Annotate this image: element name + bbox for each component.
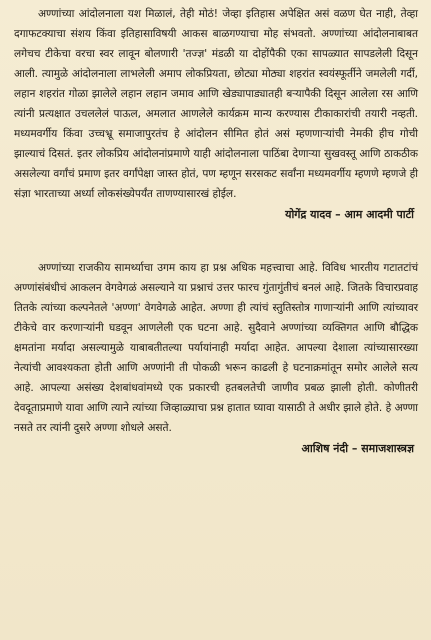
section-gap — [14, 224, 418, 258]
paragraph-nandy: अण्णांच्या राजकीय सामर्थ्याचा उगम काय हा प्रश्न अधिक महत्त्वाचा आहे. विविध भारतीय गटातटांचं अण्णांसंबंधीचं आकलन वेगवेगळं असल्याने या प्रश्नाचं उत्तर फारच गुंतागुंतीचं बनलं आहे. जितके विचारप्रवाह तितके त्यांच्या कल्पनेतले 'अण्णा' वेगवेगळे आहेत. अण्णा ही त्यांचं स्तुतिस्तोत्र गाणाऱ्यांनी आणि त्यांच्यावर टीकेचे वार करणाऱ्यांनी घडवून आणलेली एक घटना आहे. सुदैवाने अण्णांच्या व्यक्तिगत आणि बौद्धिक क्षमतांना मर्यादा असल्यामुळे याबाबतीतल्या पर्यायांनाही मर्यादा आहेत. आपल्या देशाला त्यांच्यासारख्या नेत्यांची आवश्यकता होती आणि अण्णांनी ती पोकळी भरून काढली हे घटनाक्रमांतून समोर आलेले सत्य आहे. आपल्या असंख्य देशबांधवांमध्ये एक प्रकारची हतबलतेची जाणीव प्रबळ झाली होती. कोणीतरी देवदूताप्रमाणे यावा आणि त्याने त्यांच्या जिव्हाळ्याचा प्रश्न हातात घ्यावा यासाठी ते अधीर झाले होते. हे अण्णा नसते तर त्यांनी दुसरे अण्णा शोधले असते. — [14, 262, 418, 434]
attribution-yadav: योगेंद्र यादव – आम आदमी पार्टी — [285, 208, 414, 221]
attribution-nandy: आशिष नंदी – समाजशास्त्रज्ञ — [301, 442, 414, 455]
paragraph-yadav: अण्णांच्या आंदोलनाला यश मिळालं, तेही मोठं! जेव्हा इतिहास अपेक्षित असं वळण घेत नाही, तेव्हा दगाफटक्याचा संशय किंवा इतिहासाविषयी आकस बाळगण्याचा मोह संभवतो. अण्णांच्या आंदोलनाबाबत लगेचच टीकेचा वरचा स्वर लावून बोलणारी 'तज्ज्ञ' मंडळी या दोहोंपैकी एका सापळ्यात सापडलेली दिसून आली. त्यामुळे आंदोलनाला लाभलेली अमाप लोकप्रियता, छोट्या मोठ्या शहरांत स्वयंस्फूर्तीने जमलेली गर्दी, लहान शहरांत गोळा झालेले लहान लहान जमाव आणि खेड्यापाड्यातही बऱ्यापैकी दिसून आलेला रस आणि त्यांनी प्रत्यक्षात उचललेलं पाऊल, अमलात आणलेले कार्यक्रम मान्य करण्यास टीकाकारांची तयारी नव्हती. मध्यमवर्गीय किंवा उच्चभ्रू समाजापुरतंच हे आंदोलन सीमित होतं असं म्हणणाऱ्यांची नेमकी हीच गोची झाल्याचं दिसतं. इतर लोकप्रिय आंदोलनांप्रमाणे याही आंदोलनाला पाठिंबा देणाऱ्या सुखवस्तू आणि ठाकठीक असलेल्या वर्गांचं प्रमाण इतर वर्गांपेक्षा जास्त होतं, पण म्हणून सरसकट सर्वांना मध्यमवर्गीय म्हणणे म्हणजे ही संज्ञा भारताच्या अर्ध्या लोकसंख्येपर्यंत ताणण्यासारखं होईल. — [14, 8, 418, 200]
